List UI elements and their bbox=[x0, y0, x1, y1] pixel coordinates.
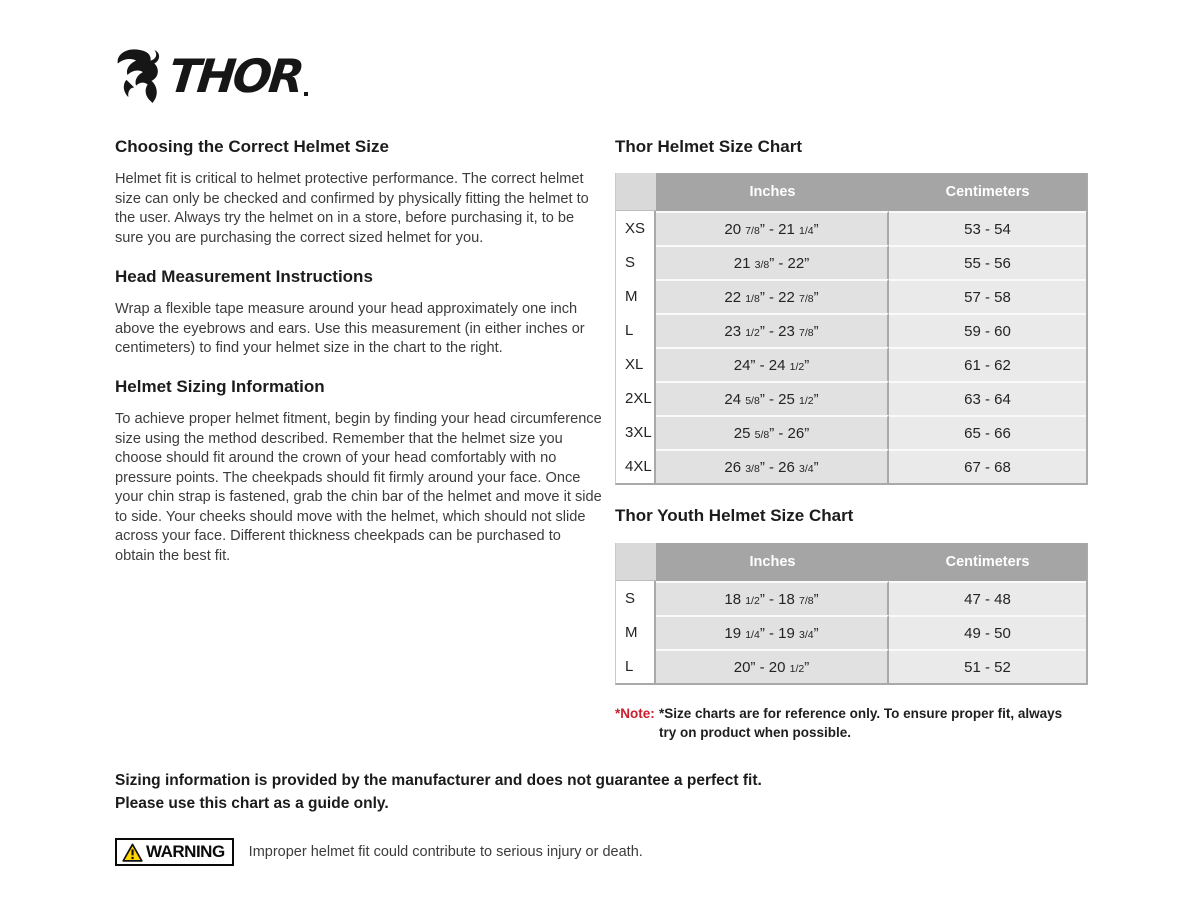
note-text: *Size charts are for reference only. To ensure proper fit, always try on product when possible. bbox=[659, 706, 1063, 740]
centimeters-value-cell: 57 - 58 bbox=[889, 279, 1086, 313]
inches-value-cell: 25 5/8” - 26” bbox=[656, 415, 889, 449]
manufacturer-disclaimer bbox=[115, 769, 762, 815]
youth-chart-title: Thor Youth Helmet Size Chart bbox=[615, 506, 854, 525]
size-row bbox=[616, 581, 1086, 615]
size-label-cell: 3XL bbox=[616, 415, 656, 449]
section-body: Helmet fit is critical to helmet protective performance. The correct helmet size can only be checked and confirmed by physically fitting the helmet to the user. Always try the helmet on in a store, before purchasing it, to be sure you are purchasing the correct sized helmet for you. bbox=[115, 171, 589, 246]
section-heading: Choosing the Correct Helmet Size bbox=[115, 137, 389, 156]
blank-header-cell bbox=[616, 543, 656, 581]
blank-header-cell bbox=[616, 173, 656, 211]
section-body: Wrap a flexible tape measure around your head approximately one inch above the eyebrows and ears. Use this measurement (in either inches or centimeters) to find your helmet size in the chart to the right. bbox=[115, 301, 585, 356]
warning-label: WARNING bbox=[146, 842, 225, 861]
size-label-cell: M bbox=[616, 279, 656, 313]
centimeters-value-cell: 67 - 68 bbox=[889, 449, 1086, 483]
disclaimer-line-2: Please use this chart as a guide only. bbox=[115, 795, 389, 812]
size-label-cell: 4XL bbox=[616, 449, 656, 483]
centimeters-value-cell: 51 - 52 bbox=[889, 649, 1086, 683]
section-body: To achieve proper helmet fitment, begin by finding your head circumference size using the method described. Remember that the helmet size you choose should fit around the crown of your head comfortably with no pressure points. The cheekpads should fit firmly around your face. Once your chin strap is fastened, grab the chin bar of the helmet and move it side to side. Your cheeks should move with the helmet, which should not slide across your face. Different thickness cheekpads can be purchased to obtain the best fit. bbox=[115, 411, 602, 564]
inches-value-cell: 24” - 24 1/2” bbox=[656, 347, 889, 381]
adult-size-table bbox=[615, 173, 1088, 485]
inches-value-cell: 20 7/8” - 21 1/4” bbox=[656, 211, 889, 245]
logo-trademark-dot bbox=[304, 92, 308, 96]
adult-chart-title: Thor Helmet Size Chart bbox=[615, 137, 803, 156]
centimeters-value-cell: 65 - 66 bbox=[889, 415, 1086, 449]
thor-logo bbox=[113, 46, 308, 106]
inches-value-cell: 23 1/2” - 23 7/8” bbox=[656, 313, 889, 347]
size-label-cell: S bbox=[616, 581, 656, 615]
centimeters-value-cell: 61 - 62 bbox=[889, 347, 1086, 381]
centimeters-value-cell: 53 - 54 bbox=[889, 211, 1086, 245]
size-label-cell: L bbox=[616, 649, 656, 683]
size-row bbox=[616, 313, 1086, 347]
inches-header: Inches bbox=[656, 543, 889, 581]
logo-wordmark: THOR bbox=[166, 49, 305, 103]
centimeters-value-cell: 55 - 56 bbox=[889, 245, 1086, 279]
section-choosing-size bbox=[115, 137, 602, 248]
inches-value-cell: 22 1/8” - 22 7/8” bbox=[656, 279, 889, 313]
centimeters-header: Centimeters bbox=[889, 173, 1086, 211]
inches-value-cell: 24 5/8” - 25 1/2” bbox=[656, 381, 889, 415]
youth-size-table bbox=[615, 543, 1088, 685]
warning-triangle-icon bbox=[122, 843, 143, 862]
inches-value-cell: 21 3/8” - 22” bbox=[656, 245, 889, 279]
reference-note bbox=[615, 704, 1064, 742]
header-row bbox=[616, 173, 1086, 211]
size-label-cell: XS bbox=[616, 211, 656, 245]
thor-goat-icon bbox=[113, 48, 165, 104]
size-label-cell: M bbox=[616, 615, 656, 649]
size-label-cell: S bbox=[616, 245, 656, 279]
centimeters-value-cell: 59 - 60 bbox=[889, 313, 1086, 347]
size-row bbox=[616, 381, 1086, 415]
inches-value-cell: 20” - 20 1/2” bbox=[656, 649, 889, 683]
size-row bbox=[616, 211, 1086, 245]
size-row bbox=[616, 347, 1086, 381]
size-row bbox=[616, 615, 1086, 649]
size-row bbox=[616, 245, 1086, 279]
section-heading: Head Measurement Instructions bbox=[115, 267, 373, 286]
section-head-measurement bbox=[115, 267, 602, 359]
size-label-cell: 2XL bbox=[616, 381, 656, 415]
centimeters-value-cell: 63 - 64 bbox=[889, 381, 1086, 415]
inches-value-cell: 26 3/8” - 26 3/4” bbox=[656, 449, 889, 483]
size-label-cell: XL bbox=[616, 347, 656, 381]
section-heading: Helmet Sizing Information bbox=[115, 377, 325, 396]
inches-value-cell: 18 1/2” - 18 7/8” bbox=[656, 581, 889, 615]
size-row bbox=[616, 449, 1086, 483]
disclaimer-line-1: Sizing information is provided by the manufacturer and does not guarantee a perfect fit. bbox=[115, 772, 762, 789]
warning-section bbox=[115, 838, 643, 866]
inches-header: Inches bbox=[656, 173, 889, 211]
warning-box bbox=[115, 838, 234, 866]
note-label: *Note: bbox=[615, 706, 655, 721]
size-label-cell: L bbox=[616, 313, 656, 347]
centimeters-header: Centimeters bbox=[889, 543, 1086, 581]
centimeters-value-cell: 47 - 48 bbox=[889, 581, 1086, 615]
section-sizing-information bbox=[115, 377, 602, 566]
warning-text: Improper helmet fit could contribute to serious injury or death. bbox=[248, 844, 643, 860]
size-row bbox=[616, 415, 1086, 449]
header-row bbox=[616, 543, 1086, 581]
centimeters-value-cell: 49 - 50 bbox=[889, 615, 1086, 649]
size-row bbox=[616, 279, 1086, 313]
inches-value-cell: 19 1/4” - 19 3/4” bbox=[656, 615, 889, 649]
size-row bbox=[616, 649, 1086, 683]
